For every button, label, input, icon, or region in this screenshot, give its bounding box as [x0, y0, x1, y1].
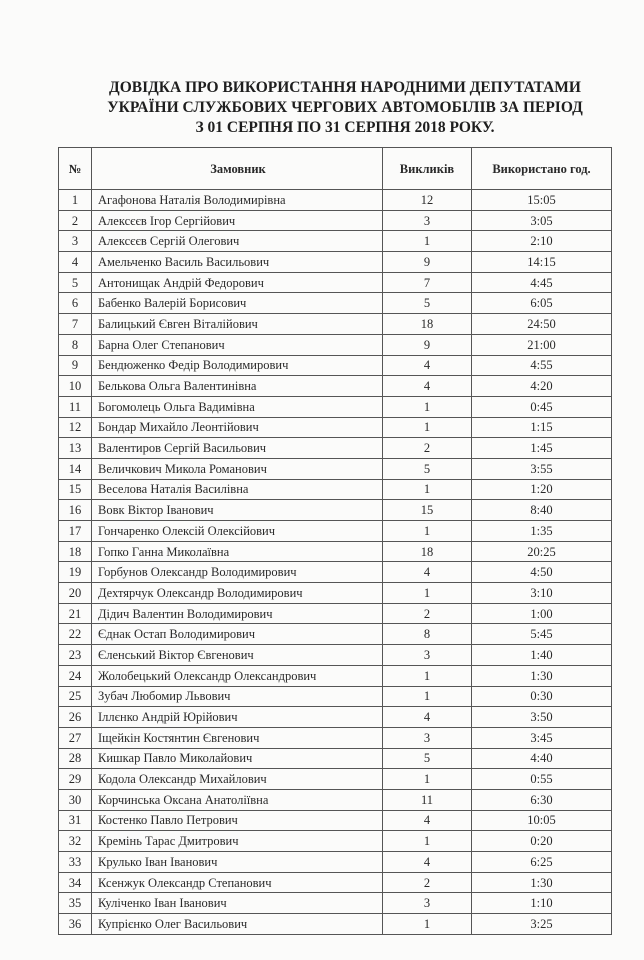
calls-count: 4: [383, 852, 472, 873]
row-number: 34: [59, 872, 92, 893]
calls-count: 1: [383, 665, 472, 686]
row-number: 23: [59, 645, 92, 666]
calls-count: 18: [383, 541, 472, 562]
hours-used: 3:55: [472, 458, 612, 479]
row-number: 5: [59, 272, 92, 293]
customer-name: Купрієнко Олег Васильович: [92, 914, 383, 935]
hours-used: 1:15: [472, 417, 612, 438]
hours-used: 6:05: [472, 293, 612, 314]
hours-used: 0:30: [472, 686, 612, 707]
hours-used: 14:15: [472, 252, 612, 273]
row-number: 15: [59, 479, 92, 500]
customer-name: Гопко Ганна Миколаївна: [92, 541, 383, 562]
row-number: 2: [59, 210, 92, 231]
calls-count: 4: [383, 376, 472, 397]
customer-name: Алексєєв Сергій Олегович: [92, 231, 383, 252]
calls-count: 9: [383, 334, 472, 355]
calls-count: 5: [383, 293, 472, 314]
table-row: [59, 252, 612, 273]
title-line: З 01 СЕРПНЯ ПО 31 СЕРПНЯ 2018 РОКУ.: [195, 119, 495, 136]
customer-name: Корчинська Оксана Анатоліївна: [92, 789, 383, 810]
row-number: 6: [59, 293, 92, 314]
table-row: [59, 417, 612, 438]
customer-name: Богомолець Ольга Вадимівна: [92, 396, 383, 417]
calls-count: 3: [383, 645, 472, 666]
customer-name: Костенко Павло Петрович: [92, 810, 383, 831]
title-line: ДОВІДКА ПРО ВИКОРИСТАННЯ НАРОДНИМИ ДЕПУТАТАМИ: [109, 79, 581, 96]
customer-name: Іллєнко Андрій Юрійович: [92, 707, 383, 728]
customer-name: Балицький Євген Віталійович: [92, 314, 383, 335]
customer-name: Крулько Іван Іванович: [92, 852, 383, 873]
calls-count: 1: [383, 831, 472, 852]
table-row: [59, 645, 612, 666]
customer-name: Веселова Наталія Василівна: [92, 479, 383, 500]
customer-name: Кремінь Тарас Дмитрович: [92, 831, 383, 852]
table-row: [59, 686, 612, 707]
hours-used: 0:20: [472, 831, 612, 852]
header-number: №: [59, 148, 92, 190]
hours-used: 1:30: [472, 872, 612, 893]
row-number: 32: [59, 831, 92, 852]
customer-name: Гончаренко Олексій Олексійович: [92, 521, 383, 542]
table-row: [59, 479, 612, 500]
customer-name: Бондар Михайло Леонтійович: [92, 417, 383, 438]
customer-name: Горбунов Олександр Володимирович: [92, 562, 383, 583]
table-row: [59, 624, 612, 645]
row-number: 19: [59, 562, 92, 583]
hours-used: 6:25: [472, 852, 612, 873]
usage-table: [58, 147, 612, 935]
table-row: [59, 500, 612, 521]
row-number: 14: [59, 458, 92, 479]
customer-name: Величкович Микола Романович: [92, 458, 383, 479]
row-number: 7: [59, 314, 92, 335]
calls-count: 1: [383, 521, 472, 542]
hours-used: 1:45: [472, 438, 612, 459]
customer-name: Бабенко Валерій Борисович: [92, 293, 383, 314]
table-row: [59, 769, 612, 790]
row-number: 16: [59, 500, 92, 521]
table-row: [59, 748, 612, 769]
row-number: 30: [59, 789, 92, 810]
hours-used: 1:35: [472, 521, 612, 542]
row-number: 10: [59, 376, 92, 397]
hours-used: 0:45: [472, 396, 612, 417]
customer-name: Барна Олег Степанович: [92, 334, 383, 355]
calls-count: 18: [383, 314, 472, 335]
calls-count: 3: [383, 210, 472, 231]
customer-name: Ксенжук Олександр Степанович: [92, 872, 383, 893]
table-row: [59, 810, 612, 831]
hours-used: 4:45: [472, 272, 612, 293]
customer-name: Жолобецький Олександр Олександрович: [92, 665, 383, 686]
hours-used: 3:50: [472, 707, 612, 728]
calls-count: 1: [383, 686, 472, 707]
customer-name: Вовк Віктор Іванович: [92, 500, 383, 521]
calls-count: 11: [383, 789, 472, 810]
calls-count: 2: [383, 603, 472, 624]
row-number: 26: [59, 707, 92, 728]
hours-used: 4:50: [472, 562, 612, 583]
calls-count: 1: [383, 417, 472, 438]
table-row: [59, 334, 612, 355]
calls-count: 12: [383, 190, 472, 211]
customer-name: Кодола Олександр Михайлович: [92, 769, 383, 790]
calls-count: 3: [383, 727, 472, 748]
table-row: [59, 376, 612, 397]
calls-count: 1: [383, 479, 472, 500]
table-row: [59, 893, 612, 914]
customer-name: Дідич Валентин Володимирович: [92, 603, 383, 624]
row-number: 31: [59, 810, 92, 831]
hours-used: 3:45: [472, 727, 612, 748]
customer-name: Антонищак Андрій Федорович: [92, 272, 383, 293]
customer-name: Дехтярчук Олександр Володимирович: [92, 583, 383, 604]
calls-count: 1: [383, 396, 472, 417]
row-number: 25: [59, 686, 92, 707]
hours-used: 1:30: [472, 665, 612, 686]
table-row: [59, 521, 612, 542]
customer-name: Єленський Віктор Євгенович: [92, 645, 383, 666]
calls-count: 1: [383, 769, 472, 790]
hours-used: 24:50: [472, 314, 612, 335]
customer-name: Агафонова Наталія Володимирівна: [92, 190, 383, 211]
customer-name: Куліченко Іван Іванович: [92, 893, 383, 914]
calls-count: 4: [383, 707, 472, 728]
calls-count: 1: [383, 583, 472, 604]
row-number: 17: [59, 521, 92, 542]
table-row: [59, 355, 612, 376]
customer-name: Белькова Ольга Валентинівна: [92, 376, 383, 397]
row-number: 27: [59, 727, 92, 748]
row-number: 29: [59, 769, 92, 790]
table-row: [59, 210, 612, 231]
table-row: [59, 272, 612, 293]
hours-used: 1:20: [472, 479, 612, 500]
hours-used: 3:25: [472, 914, 612, 935]
customer-name: Амельченко Василь Васильович: [92, 252, 383, 273]
table-row: [59, 396, 612, 417]
document-title: [70, 78, 620, 138]
calls-count: 7: [383, 272, 472, 293]
row-number: 35: [59, 893, 92, 914]
row-number: 33: [59, 852, 92, 873]
table-row: [59, 665, 612, 686]
hours-used: 10:05: [472, 810, 612, 831]
row-number: 22: [59, 624, 92, 645]
table-header-row: [59, 148, 612, 190]
table-row: [59, 458, 612, 479]
calls-count: 15: [383, 500, 472, 521]
table-row: [59, 872, 612, 893]
calls-count: 1: [383, 914, 472, 935]
row-number: 18: [59, 541, 92, 562]
calls-count: 2: [383, 438, 472, 459]
calls-count: 4: [383, 562, 472, 583]
header-calls: Викликів: [383, 148, 472, 190]
calls-count: 1: [383, 231, 472, 252]
row-number: 21: [59, 603, 92, 624]
table-row: [59, 541, 612, 562]
row-number: 36: [59, 914, 92, 935]
row-number: 28: [59, 748, 92, 769]
table-row: [59, 603, 612, 624]
customer-name: Іщейкін Костянтин Євгенович: [92, 727, 383, 748]
header-hours-used: Використано год.: [472, 148, 612, 190]
row-number: 24: [59, 665, 92, 686]
table-row: [59, 727, 612, 748]
hours-used: 5:45: [472, 624, 612, 645]
table-row: [59, 190, 612, 211]
calls-count: 9: [383, 252, 472, 273]
calls-count: 8: [383, 624, 472, 645]
customer-name: Валентиров Сергій Васильович: [92, 438, 383, 459]
customer-name: Алексєєв Ігор Сергійович: [92, 210, 383, 231]
table-row: [59, 583, 612, 604]
calls-count: 5: [383, 748, 472, 769]
table-row: [59, 789, 612, 810]
calls-count: 4: [383, 810, 472, 831]
hours-used: 21:00: [472, 334, 612, 355]
hours-used: 20:25: [472, 541, 612, 562]
calls-count: 4: [383, 355, 472, 376]
table-row: [59, 231, 612, 252]
customer-name: Єднак Остап Володимирович: [92, 624, 383, 645]
hours-used: 1:10: [472, 893, 612, 914]
customer-name: Бендюженко Федір Володимирович: [92, 355, 383, 376]
table-row: [59, 562, 612, 583]
table-row: [59, 852, 612, 873]
hours-used: 4:40: [472, 748, 612, 769]
row-number: 9: [59, 355, 92, 376]
hours-used: 0:55: [472, 769, 612, 790]
row-number: 11: [59, 396, 92, 417]
row-number: 1: [59, 190, 92, 211]
header-customer: Замовник: [92, 148, 383, 190]
row-number: 8: [59, 334, 92, 355]
row-number: 12: [59, 417, 92, 438]
table-row: [59, 707, 612, 728]
hours-used: 6:30: [472, 789, 612, 810]
hours-used: 3:10: [472, 583, 612, 604]
hours-used: 1:40: [472, 645, 612, 666]
hours-used: 15:05: [472, 190, 612, 211]
row-number: 13: [59, 438, 92, 459]
hours-used: 2:10: [472, 231, 612, 252]
table-row: [59, 314, 612, 335]
calls-count: 3: [383, 893, 472, 914]
calls-count: 2: [383, 872, 472, 893]
table-row: [59, 831, 612, 852]
row-number: 20: [59, 583, 92, 604]
row-number: 4: [59, 252, 92, 273]
customer-name: Кишкар Павло Миколайович: [92, 748, 383, 769]
title-line: УКРАЇНИ СЛУЖБОВИХ ЧЕРГОВИХ АВТОМОБІЛІВ ЗА ПЕРІОД: [107, 99, 583, 116]
customer-name: Зубач Любомир Львович: [92, 686, 383, 707]
calls-count: 5: [383, 458, 472, 479]
table-row: [59, 438, 612, 459]
hours-used: 8:40: [472, 500, 612, 521]
row-number: 3: [59, 231, 92, 252]
hours-used: 3:05: [472, 210, 612, 231]
hours-used: 1:00: [472, 603, 612, 624]
hours-used: 4:20: [472, 376, 612, 397]
hours-used: 4:55: [472, 355, 612, 376]
table-row: [59, 293, 612, 314]
table-row: [59, 914, 612, 935]
